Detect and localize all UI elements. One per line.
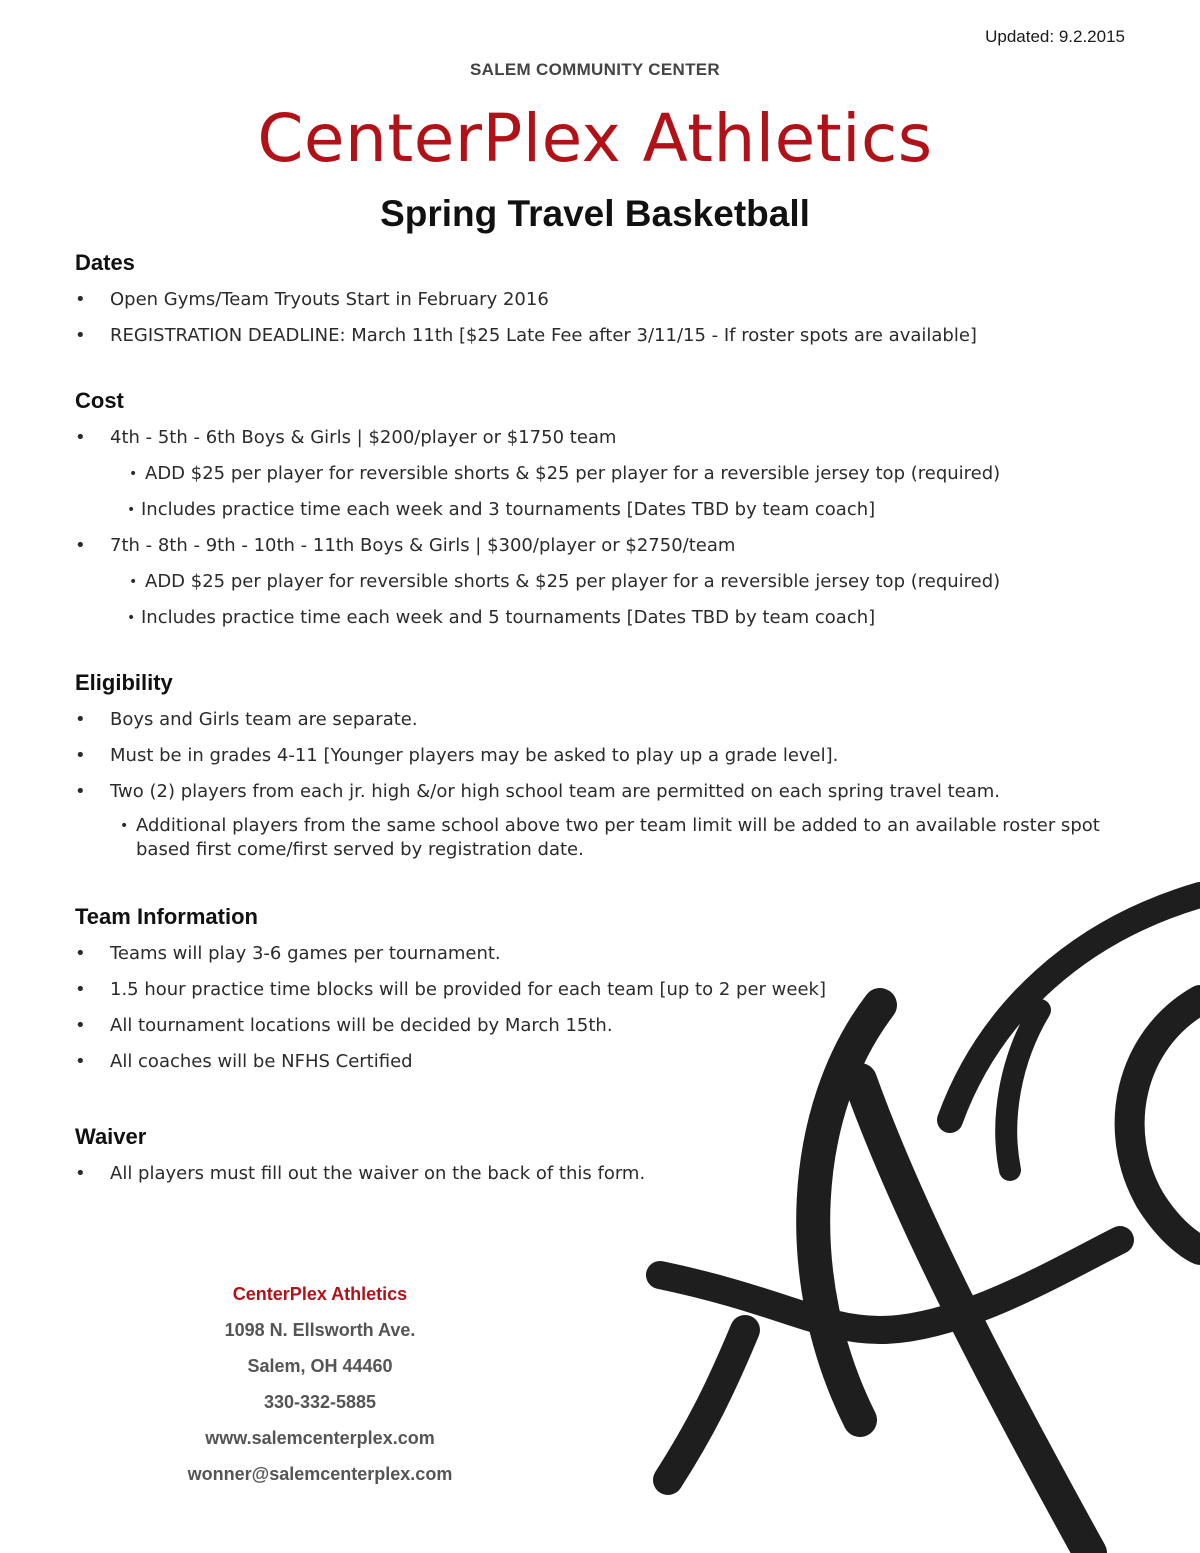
bullet-icon: • (75, 781, 86, 802)
list-item: • All tournament locations will be decided by March 15th. (75, 1015, 613, 1036)
section-title-eligibility: Eligibility (75, 670, 173, 695)
contact-email[interactable]: wonner@salemcenterplex.com (187, 1464, 453, 1484)
bullet-icon: • (129, 574, 138, 590)
list-item: • 4th - 5th - 6th Boys & Girls | $200/player or $1750 team (75, 427, 617, 448)
contact-phone: 330-332-5885 (263, 1392, 377, 1412)
bullet-icon: • (75, 979, 86, 1000)
section-team-information (75, 904, 1135, 1086)
sub-list-item: • Includes practice time each week and 5 tournaments [Dates TBD by team coach] (127, 607, 876, 628)
bullet-icon: • (127, 502, 136, 518)
contact-website[interactable]: www.salemcenterplex.com (205, 1428, 435, 1448)
bullet-icon: • (75, 709, 86, 730)
bullet-icon: • (75, 325, 86, 346)
brand-title: CenterPlex Athletics (257, 100, 933, 177)
updated-date: Updated: 9.2.2015 (985, 27, 1125, 46)
bullet-icon: • (75, 745, 86, 766)
list-item: • 1.5 hour practice time blocks will be provided for each team [up to 2 per week] (75, 979, 826, 1000)
bullet-icon: • (75, 1163, 86, 1184)
section-dates (75, 250, 1135, 360)
bullet-icon: • (75, 289, 86, 310)
sub-list-item: • ADD $25 per player for reversible shorts & $25 per player for a reversible jersey top (required) (129, 571, 1001, 592)
bullet-icon: • (120, 818, 129, 834)
section-waiver (75, 1124, 1135, 1198)
list-item: • Open Gyms/Team Tryouts Start in February 2016 (75, 289, 549, 310)
list-item: • 7th - 8th - 9th - 10th - 11th Boys & Girls | $300/player or $2750/team (75, 535, 736, 556)
bullet-icon: • (75, 1051, 86, 1072)
list-item: • All coaches will be NFHS Certified (75, 1051, 413, 1072)
section-title-waiver: Waiver (75, 1124, 147, 1149)
bullet-icon: • (75, 1015, 86, 1036)
list-item: • Boys and Girls team are separate. (75, 709, 418, 730)
contact-city: Salem, OH 44460 (247, 1356, 393, 1376)
list-item: • REGISTRATION DEADLINE: March 11th [$25 Late Fee after 3/11/15 - If roster spots are available] (75, 325, 977, 346)
sub-list-item: • Includes practice time each week and 3 tournaments [Dates TBD by team coach] (127, 499, 876, 520)
bullet-icon: • (129, 466, 138, 482)
contact-address: 1098 N. Ellsworth Ave. (224, 1320, 416, 1340)
section-cost (75, 388, 1135, 642)
section-title-cost: Cost (75, 388, 124, 413)
list-item: • Two (2) players from each jr. high &/or high school team are permitted on each spring travel team. (75, 781, 1000, 802)
section-eligibility (75, 670, 1135, 874)
sub-list-item: • Additional players from the same school above two per team limit will be added to an available roster spot based first come/first served by registration date. (120, 815, 1100, 860)
list-item: • Must be in grades 4-11 [Younger players may be asked to play up a grade level]. (75, 745, 839, 766)
bullet-icon: • (127, 610, 136, 626)
list-item: • All players must fill out the waiver on the back of this form. (75, 1163, 646, 1184)
list-item: • Teams will play 3-6 games per tournament. (75, 943, 501, 964)
bullet-icon: • (75, 943, 86, 964)
section-title-dates: Dates (75, 250, 135, 275)
section-title-team-information: Team Information (75, 904, 258, 929)
organization-name: SALEM COMMUNITY CENTER (470, 60, 720, 79)
bullet-icon: • (75, 427, 86, 448)
bullet-icon: • (75, 535, 86, 556)
contact-name: CenterPlex Athletics (232, 1284, 408, 1304)
contact-block (140, 1282, 500, 1498)
sub-list-item: • ADD $25 per player for reversible shorts & $25 per player for a reversible jersey top (required) (129, 463, 1001, 484)
program-title: Spring Travel Basketball (380, 193, 810, 234)
